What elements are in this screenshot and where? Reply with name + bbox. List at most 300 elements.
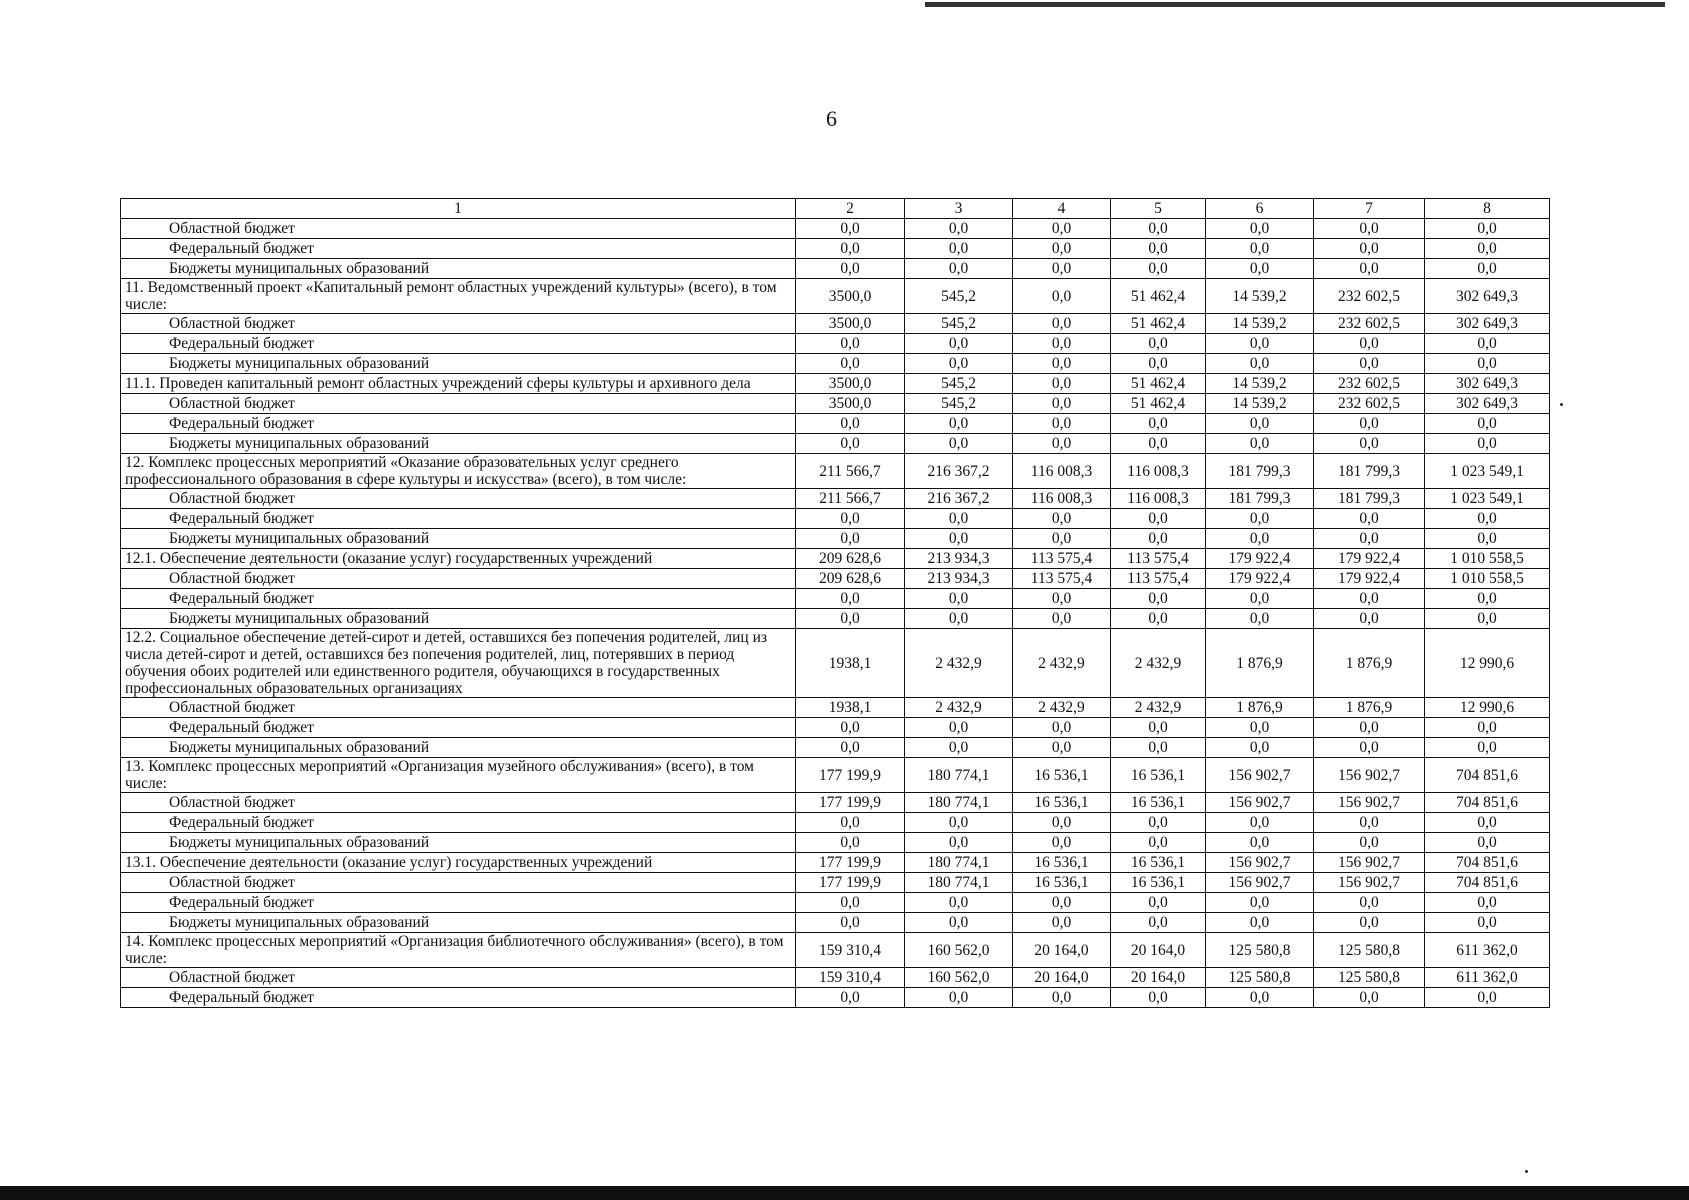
value-cell: 16 536,1 — [1111, 758, 1206, 793]
value-cell: 0,0 — [796, 529, 905, 549]
row-label: Областной бюджет — [121, 793, 796, 813]
value-cell: 3500,0 — [796, 374, 905, 394]
value-cell: 16 536,1 — [1013, 853, 1111, 873]
column-header: 3 — [905, 199, 1013, 219]
value-cell: 0,0 — [1013, 609, 1111, 629]
value-cell: 0,0 — [796, 738, 905, 758]
value-cell: 0,0 — [905, 988, 1013, 1008]
value-cell: 0,0 — [1013, 833, 1111, 853]
value-cell: 0,0 — [796, 589, 905, 609]
value-cell: 1 010 558,5 — [1425, 549, 1550, 569]
value-cell: 0,0 — [905, 354, 1013, 374]
value-cell: 0,0 — [796, 259, 905, 279]
value-cell: 0,0 — [796, 354, 905, 374]
value-cell: 0,0 — [1314, 988, 1425, 1008]
value-cell: 0,0 — [1314, 589, 1425, 609]
value-cell: 0,0 — [1111, 893, 1206, 913]
row-label: Федеральный бюджет — [121, 589, 796, 609]
value-cell: 1 023 549,1 — [1425, 489, 1550, 509]
value-cell: 156 902,7 — [1206, 873, 1314, 893]
value-cell: 0,0 — [1111, 334, 1206, 354]
value-cell: 0,0 — [905, 718, 1013, 738]
budget-source-row — [121, 354, 1550, 374]
value-cell: 0,0 — [1425, 219, 1550, 239]
value-cell: 2 432,9 — [1013, 698, 1111, 718]
value-cell: 14 539,2 — [1206, 394, 1314, 414]
budget-source-row — [121, 988, 1550, 1008]
row-label: Бюджеты муниципальных образований — [121, 434, 796, 454]
value-cell: 180 774,1 — [905, 853, 1013, 873]
value-cell: 179 922,4 — [1206, 549, 1314, 569]
value-cell: 180 774,1 — [905, 873, 1013, 893]
value-cell: 113 575,4 — [1111, 569, 1206, 589]
value-cell: 1 876,9 — [1206, 629, 1314, 698]
program-row — [121, 933, 1550, 968]
value-cell: 0,0 — [1425, 813, 1550, 833]
value-cell: 0,0 — [1013, 279, 1111, 314]
value-cell: 0,0 — [796, 609, 905, 629]
column-header: 5 — [1111, 199, 1206, 219]
value-cell: 2 432,9 — [1111, 698, 1206, 718]
value-cell: 12 990,6 — [1425, 698, 1550, 718]
value-cell: 179 922,4 — [1206, 569, 1314, 589]
value-cell: 180 774,1 — [905, 793, 1013, 813]
value-cell: 0,0 — [1425, 259, 1550, 279]
value-cell: 1 876,9 — [1206, 698, 1314, 718]
row-label: Областной бюджет — [121, 873, 796, 893]
value-cell: 0,0 — [1425, 609, 1550, 629]
scan-bottom-edge — [0, 1186, 1689, 1200]
value-cell: 125 580,8 — [1206, 968, 1314, 988]
budget-source-row — [121, 529, 1550, 549]
value-cell: 51 462,4 — [1111, 279, 1206, 314]
value-cell: 0,0 — [1013, 529, 1111, 549]
value-cell: 209 628,6 — [796, 569, 905, 589]
scan-speck — [1525, 1170, 1528, 1173]
budget-source-row — [121, 793, 1550, 813]
row-label: Федеральный бюджет — [121, 893, 796, 913]
value-cell: 156 902,7 — [1314, 873, 1425, 893]
value-cell: 181 799,3 — [1206, 489, 1314, 509]
value-cell: 0,0 — [1425, 509, 1550, 529]
value-cell: 156 902,7 — [1206, 793, 1314, 813]
value-cell: 232 602,5 — [1314, 394, 1425, 414]
program-row — [121, 853, 1550, 873]
value-cell: 0,0 — [1013, 988, 1111, 1008]
column-header: 7 — [1314, 199, 1425, 219]
page-number: 6 — [826, 106, 837, 131]
value-cell: 0,0 — [1111, 913, 1206, 933]
value-cell: 0,0 — [1425, 833, 1550, 853]
value-cell: 0,0 — [1111, 354, 1206, 374]
value-cell: 113 575,4 — [1013, 569, 1111, 589]
value-cell: 0,0 — [1013, 354, 1111, 374]
value-cell: 125 580,8 — [1206, 933, 1314, 968]
value-cell: 0,0 — [1013, 718, 1111, 738]
value-cell: 1938,1 — [796, 698, 905, 718]
value-cell: 116 008,3 — [1111, 489, 1206, 509]
value-cell: 0,0 — [796, 913, 905, 933]
budget-source-row — [121, 913, 1550, 933]
value-cell: 302 649,3 — [1425, 279, 1550, 314]
value-cell: 611 362,0 — [1425, 933, 1550, 968]
value-cell: 180 774,1 — [905, 758, 1013, 793]
value-cell: 20 164,0 — [1111, 933, 1206, 968]
budget-source-row — [121, 334, 1550, 354]
column-header: 4 — [1013, 199, 1111, 219]
value-cell: 0,0 — [1314, 529, 1425, 549]
row-label: Областной бюджет — [121, 489, 796, 509]
value-cell: 0,0 — [1111, 414, 1206, 434]
value-cell: 177 199,9 — [796, 758, 905, 793]
value-cell: 0,0 — [796, 813, 905, 833]
value-cell: 0,0 — [1425, 988, 1550, 1008]
value-cell: 0,0 — [1111, 589, 1206, 609]
row-label: Бюджеты муниципальных образований — [121, 738, 796, 758]
budget-source-row — [121, 434, 1550, 454]
value-cell: 0,0 — [1314, 893, 1425, 913]
row-label: Федеральный бюджет — [121, 988, 796, 1008]
value-cell: 0,0 — [796, 239, 905, 259]
budget-source-row — [121, 569, 1550, 589]
value-cell: 0,0 — [905, 833, 1013, 853]
value-cell: 12 990,6 — [1425, 629, 1550, 698]
value-cell: 0,0 — [796, 434, 905, 454]
scan-speck — [1560, 403, 1563, 406]
row-label: Областной бюджет — [121, 219, 796, 239]
value-cell: 0,0 — [796, 893, 905, 913]
value-cell: 0,0 — [1425, 334, 1550, 354]
value-cell: 0,0 — [1425, 239, 1550, 259]
value-cell: 545,2 — [905, 374, 1013, 394]
value-cell: 0,0 — [796, 334, 905, 354]
value-cell: 0,0 — [1314, 509, 1425, 529]
row-label: Бюджеты муниципальных образований — [121, 259, 796, 279]
value-cell: 211 566,7 — [796, 489, 905, 509]
value-cell: 0,0 — [905, 334, 1013, 354]
budget-source-row — [121, 738, 1550, 758]
value-cell: 0,0 — [1111, 833, 1206, 853]
value-cell: 0,0 — [1206, 509, 1314, 529]
value-cell: 16 536,1 — [1013, 873, 1111, 893]
value-cell: 20 164,0 — [1013, 968, 1111, 988]
value-cell: 0,0 — [1425, 354, 1550, 374]
value-cell: 545,2 — [905, 314, 1013, 334]
value-cell: 0,0 — [796, 833, 905, 853]
value-cell: 0,0 — [1013, 219, 1111, 239]
value-cell: 0,0 — [905, 219, 1013, 239]
value-cell: 0,0 — [905, 813, 1013, 833]
value-cell: 0,0 — [1425, 738, 1550, 758]
row-label: 12.1. Обеспечение деятельности (оказание услуг) государственных учреждений — [121, 549, 796, 569]
value-cell: 0,0 — [1111, 738, 1206, 758]
value-cell: 0,0 — [1206, 813, 1314, 833]
budget-source-row — [121, 489, 1550, 509]
value-cell: 0,0 — [1013, 314, 1111, 334]
value-cell: 0,0 — [905, 434, 1013, 454]
value-cell: 0,0 — [905, 259, 1013, 279]
value-cell: 0,0 — [1206, 434, 1314, 454]
value-cell: 0,0 — [1206, 414, 1314, 434]
value-cell: 0,0 — [1013, 813, 1111, 833]
budget-source-row — [121, 873, 1550, 893]
value-cell: 0,0 — [1013, 259, 1111, 279]
program-row — [121, 279, 1550, 314]
budget-source-row — [121, 394, 1550, 414]
value-cell: 0,0 — [1206, 219, 1314, 239]
value-cell: 611 362,0 — [1425, 968, 1550, 988]
value-cell: 302 649,3 — [1425, 374, 1550, 394]
budget-source-row — [121, 813, 1550, 833]
value-cell: 0,0 — [1013, 334, 1111, 354]
value-cell: 545,2 — [905, 394, 1013, 414]
value-cell: 213 934,3 — [905, 569, 1013, 589]
row-label: 11.1. Проведен капитальный ремонт областных учреждений сферы культуры и архивного дела — [121, 374, 796, 394]
value-cell: 3500,0 — [796, 314, 905, 334]
value-cell: 0,0 — [1314, 813, 1425, 833]
value-cell: 0,0 — [1111, 813, 1206, 833]
value-cell: 0,0 — [1314, 334, 1425, 354]
value-cell: 0,0 — [1111, 529, 1206, 549]
value-cell: 232 602,5 — [1314, 279, 1425, 314]
budget-source-row — [121, 968, 1550, 988]
value-cell: 0,0 — [1206, 718, 1314, 738]
value-cell: 0,0 — [905, 913, 1013, 933]
value-cell: 0,0 — [905, 893, 1013, 913]
value-cell: 0,0 — [905, 414, 1013, 434]
value-cell: 156 902,7 — [1206, 758, 1314, 793]
value-cell: 0,0 — [1206, 529, 1314, 549]
budget-source-row — [121, 893, 1550, 913]
value-cell: 232 602,5 — [1314, 374, 1425, 394]
row-label: Областной бюджет — [121, 314, 796, 334]
value-cell: 0,0 — [1314, 414, 1425, 434]
table-body — [121, 199, 1550, 1008]
value-cell: 0,0 — [1111, 259, 1206, 279]
budget-source-row — [121, 718, 1550, 738]
budget-source-row — [121, 833, 1550, 853]
value-cell: 0,0 — [1013, 414, 1111, 434]
row-label: 13. Комплекс процессных мероприятий «Организация музейного обслуживания» (всего), в том числе: — [121, 758, 796, 793]
value-cell: 0,0 — [1206, 988, 1314, 1008]
value-cell: 0,0 — [1013, 374, 1111, 394]
value-cell: 156 902,7 — [1314, 853, 1425, 873]
value-cell: 0,0 — [1111, 988, 1206, 1008]
value-cell: 2 432,9 — [905, 629, 1013, 698]
value-cell: 113 575,4 — [1111, 549, 1206, 569]
row-label: Федеральный бюджет — [121, 414, 796, 434]
row-label: 12.2. Социальное обеспечение детей-сирот и детей, оставшихся без попечения родителей, лиц из числа детей-сирот и детей, оставшихся без попечения родителей, лиц, потерявших в период обучения обоих родителей или единственного родителя, обучающихся в государственных профессиональных образовательных организациях — [121, 629, 796, 698]
value-cell: 232 602,5 — [1314, 314, 1425, 334]
budget-source-row — [121, 589, 1550, 609]
row-label: 13.1. Обеспечение деятельности (оказание услуг) государственных учреждений — [121, 853, 796, 873]
value-cell: 0,0 — [1425, 893, 1550, 913]
value-cell: 156 902,7 — [1314, 758, 1425, 793]
value-cell: 0,0 — [905, 529, 1013, 549]
row-label: Областной бюджет — [121, 698, 796, 718]
value-cell: 216 367,2 — [905, 489, 1013, 509]
value-cell: 0,0 — [1013, 434, 1111, 454]
budget-source-row — [121, 698, 1550, 718]
row-label: Федеральный бюджет — [121, 509, 796, 529]
value-cell: 1 023 549,1 — [1425, 454, 1550, 489]
value-cell: 0,0 — [796, 718, 905, 738]
value-cell: 0,0 — [1111, 239, 1206, 259]
value-cell: 0,0 — [1425, 718, 1550, 738]
budget-source-row — [121, 239, 1550, 259]
budget-source-row — [121, 609, 1550, 629]
program-row — [121, 549, 1550, 569]
column-header: 6 — [1206, 199, 1314, 219]
value-cell: 0,0 — [796, 219, 905, 239]
value-cell: 0,0 — [1206, 259, 1314, 279]
column-header: 1 — [121, 199, 796, 219]
value-cell: 51 462,4 — [1111, 374, 1206, 394]
value-cell: 3500,0 — [796, 279, 905, 314]
budget-source-row — [121, 509, 1550, 529]
value-cell: 51 462,4 — [1111, 394, 1206, 414]
value-cell: 3500,0 — [796, 394, 905, 414]
value-cell: 1 010 558,5 — [1425, 569, 1550, 589]
value-cell: 0,0 — [1425, 529, 1550, 549]
value-cell: 16 536,1 — [1111, 793, 1206, 813]
value-cell: 16 536,1 — [1111, 873, 1206, 893]
value-cell: 179 922,4 — [1314, 569, 1425, 589]
budget-source-row — [121, 259, 1550, 279]
value-cell: 209 628,6 — [796, 549, 905, 569]
row-label: Федеральный бюджет — [121, 334, 796, 354]
value-cell: 0,0 — [796, 414, 905, 434]
row-label: Областной бюджет — [121, 569, 796, 589]
value-cell: 704 851,6 — [1425, 853, 1550, 873]
value-cell: 125 580,8 — [1314, 968, 1425, 988]
value-cell: 14 539,2 — [1206, 279, 1314, 314]
value-cell: 545,2 — [905, 279, 1013, 314]
value-cell: 0,0 — [1314, 239, 1425, 259]
row-label: Бюджеты муниципальных образований — [121, 609, 796, 629]
budget-table — [120, 198, 1550, 1008]
value-cell: 0,0 — [1206, 913, 1314, 933]
value-cell: 0,0 — [905, 609, 1013, 629]
value-cell: 2 432,9 — [1111, 629, 1206, 698]
value-cell: 20 164,0 — [1111, 968, 1206, 988]
row-label: Федеральный бюджет — [121, 239, 796, 259]
value-cell: 216 367,2 — [905, 454, 1013, 489]
value-cell: 20 164,0 — [1013, 933, 1111, 968]
row-label: Бюджеты муниципальных образований — [121, 354, 796, 374]
value-cell: 0,0 — [905, 589, 1013, 609]
value-cell: 0,0 — [1206, 589, 1314, 609]
value-cell: 0,0 — [1314, 718, 1425, 738]
value-cell: 0,0 — [1206, 354, 1314, 374]
value-cell: 159 310,4 — [796, 968, 905, 988]
value-cell: 116 008,3 — [1111, 454, 1206, 489]
value-cell: 0,0 — [1206, 239, 1314, 259]
value-cell: 159 310,4 — [796, 933, 905, 968]
value-cell: 0,0 — [1013, 589, 1111, 609]
value-cell: 156 902,7 — [1314, 793, 1425, 813]
value-cell: 0,0 — [1111, 718, 1206, 738]
value-cell: 0,0 — [1425, 414, 1550, 434]
value-cell: 0,0 — [1206, 833, 1314, 853]
budget-source-row — [121, 314, 1550, 334]
value-cell: 0,0 — [1314, 219, 1425, 239]
value-cell: 179 922,4 — [1314, 549, 1425, 569]
row-label: Областной бюджет — [121, 968, 796, 988]
value-cell: 2 432,9 — [905, 698, 1013, 718]
value-cell: 0,0 — [1314, 913, 1425, 933]
value-cell: 116 008,3 — [1013, 489, 1111, 509]
value-cell: 2 432,9 — [1013, 629, 1111, 698]
value-cell: 1 876,9 — [1314, 629, 1425, 698]
value-cell: 302 649,3 — [1425, 394, 1550, 414]
value-cell: 14 539,2 — [1206, 374, 1314, 394]
value-cell: 156 902,7 — [1206, 853, 1314, 873]
value-cell: 160 562,0 — [905, 968, 1013, 988]
value-cell: 0,0 — [1314, 259, 1425, 279]
value-cell: 0,0 — [1314, 833, 1425, 853]
value-cell: 0,0 — [1314, 609, 1425, 629]
row-label: Федеральный бюджет — [121, 813, 796, 833]
row-label: Бюджеты муниципальных образований — [121, 529, 796, 549]
value-cell: 0,0 — [1425, 434, 1550, 454]
row-label: Федеральный бюджет — [121, 718, 796, 738]
column-header: 2 — [796, 199, 905, 219]
value-cell: 0,0 — [1206, 738, 1314, 758]
value-cell: 14 539,2 — [1206, 314, 1314, 334]
value-cell: 16 536,1 — [1013, 758, 1111, 793]
value-cell: 0,0 — [1111, 434, 1206, 454]
value-cell: 0,0 — [1013, 738, 1111, 758]
budget-source-row — [121, 219, 1550, 239]
row-label: 14. Комплекс процессных мероприятий «Организация библиотечного обслуживания» (всего), в том числе: — [121, 933, 796, 968]
program-row — [121, 454, 1550, 489]
value-cell: 181 799,3 — [1314, 454, 1425, 489]
value-cell: 1938,1 — [796, 629, 905, 698]
value-cell: 0,0 — [1425, 589, 1550, 609]
value-cell: 0,0 — [1111, 509, 1206, 529]
value-cell: 0,0 — [1206, 893, 1314, 913]
value-cell: 0,0 — [905, 239, 1013, 259]
value-cell: 0,0 — [1111, 219, 1206, 239]
column-header: 8 — [1425, 199, 1550, 219]
value-cell: 0,0 — [1206, 334, 1314, 354]
value-cell: 0,0 — [1013, 913, 1111, 933]
column-header-row — [121, 199, 1550, 219]
value-cell: 302 649,3 — [1425, 314, 1550, 334]
value-cell: 0,0 — [1314, 354, 1425, 374]
value-cell: 181 799,3 — [1206, 454, 1314, 489]
budget-source-row — [121, 414, 1550, 434]
program-row — [121, 629, 1550, 698]
value-cell: 0,0 — [1314, 738, 1425, 758]
value-cell: 0,0 — [1314, 434, 1425, 454]
value-cell: 160 562,0 — [905, 933, 1013, 968]
value-cell: 177 199,9 — [796, 793, 905, 813]
value-cell: 0,0 — [1013, 239, 1111, 259]
value-cell: 113 575,4 — [1013, 549, 1111, 569]
program-row — [121, 758, 1550, 793]
row-label: Бюджеты муниципальных образований — [121, 913, 796, 933]
value-cell: 211 566,7 — [796, 454, 905, 489]
value-cell: 0,0 — [1111, 609, 1206, 629]
value-cell: 51 462,4 — [1111, 314, 1206, 334]
value-cell: 1 876,9 — [1314, 698, 1425, 718]
value-cell: 0,0 — [1425, 913, 1550, 933]
row-label: 11. Ведомственный проект «Капитальный ремонт областных учреждений культуры» (всего), в том числе: — [121, 279, 796, 314]
row-label: Областной бюджет — [121, 394, 796, 414]
value-cell: 0,0 — [796, 988, 905, 1008]
